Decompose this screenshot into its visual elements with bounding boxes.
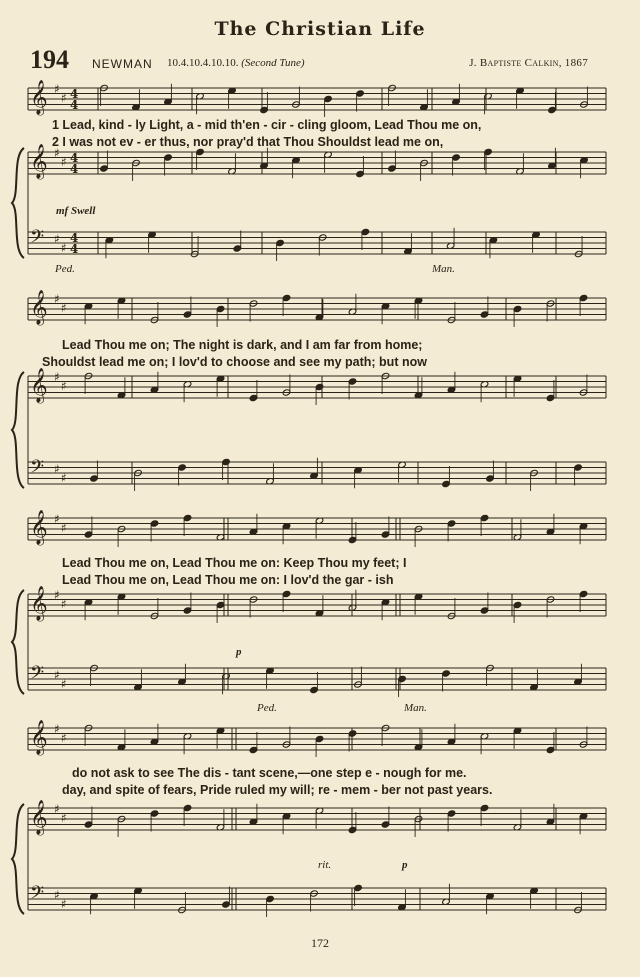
sharp-sign: ♯ xyxy=(61,379,67,393)
sharp-sign: ♯ xyxy=(61,897,67,911)
ritardando-marking: rit. xyxy=(318,859,332,871)
treble-clef: 𝄞 xyxy=(30,144,48,179)
sharp-sign: ♯ xyxy=(54,802,60,816)
page-number: 172 xyxy=(311,936,329,950)
treble-clef: 𝄞 xyxy=(30,720,48,755)
treble-clef: 𝄞 xyxy=(30,510,48,545)
sharp-sign: ♯ xyxy=(61,301,67,315)
bass-clef: 𝄢 xyxy=(30,457,45,482)
time-signature: 4 xyxy=(70,242,79,256)
time-signature: 4 xyxy=(70,87,79,101)
sharp-sign: ♯ xyxy=(61,521,67,535)
man-marking: Man. xyxy=(432,263,455,275)
bass-clef: 𝄢 xyxy=(30,883,45,908)
sharp-sign: ♯ xyxy=(54,232,60,246)
sharp-sign: ♯ xyxy=(54,722,60,736)
time-signature: 4 xyxy=(70,98,79,112)
sharp-sign: ♯ xyxy=(61,241,67,255)
piano-marking-2: p xyxy=(402,859,408,871)
lyric-s3-v1: Lead Thou me on, Lead Thou me on: Keep Thou my feet; I xyxy=(62,556,407,570)
time-signature: 4 xyxy=(70,162,79,176)
sharp-sign: ♯ xyxy=(54,888,60,902)
sharp-sign: ♯ xyxy=(61,91,67,105)
sharp-sign: ♯ xyxy=(54,370,60,384)
lyric-s1-v1: 1 Lead, kind - ly Light, a - mid th'en - cir - cling gloom, Lead Thou me on, xyxy=(52,118,482,132)
sharp-sign: ♯ xyxy=(61,597,67,611)
sharp-sign: ♯ xyxy=(61,677,67,691)
time-signature: 4 xyxy=(70,151,79,165)
treble-clef: 𝄞 xyxy=(30,800,48,835)
hymn-number: 194 xyxy=(30,45,69,74)
lyric-s3-v2: Lead Thou me on, Lead Thou me on: I lov'd the gar - ish xyxy=(62,573,394,587)
bass-clef: 𝄢 xyxy=(30,227,45,252)
grand-staff-brace xyxy=(12,372,24,488)
composer: J. Baptiste Calkin, 1867 xyxy=(469,57,588,69)
sharp-sign: ♯ xyxy=(61,471,67,485)
sharp-sign: ♯ xyxy=(61,731,67,745)
sharp-sign: ♯ xyxy=(54,146,60,160)
sharp-sign: ♯ xyxy=(61,811,67,825)
sharp-sign: ♯ xyxy=(54,668,60,682)
bass-clef: 𝄢 xyxy=(30,663,45,688)
lyric-s2-v2: Shouldst lead me on; I lov'd to choose and see my path; but now xyxy=(42,355,427,369)
grand-staff-brace xyxy=(12,590,24,694)
lyric-s1-v2: 2 I was not ev - er thus, nor pray'd that Thou Shouldst lead me on, xyxy=(52,135,444,149)
sharp-sign: ♯ xyxy=(54,588,60,602)
swell-marking: mf Swell xyxy=(56,205,96,217)
treble-clef: 𝄞 xyxy=(30,586,48,621)
lyric-s4-v2: day, and spite of fears, Pride ruled my will; re - mem - ber not past years. xyxy=(62,783,493,797)
grand-staff-brace xyxy=(12,148,24,258)
piano-marking: p xyxy=(236,646,242,658)
sharp-sign: ♯ xyxy=(54,462,60,476)
treble-clef: 𝄞 xyxy=(30,290,48,325)
sharp-sign: ♯ xyxy=(54,82,60,96)
treble-clef: 𝄞 xyxy=(30,368,48,403)
sharp-sign: ♯ xyxy=(54,512,60,526)
lyric-s4-v1: do not ask to see The dis - tant scene,—one step e - nough for me. xyxy=(72,766,467,780)
sharp-sign: ♯ xyxy=(61,155,67,169)
grand-staff-brace xyxy=(12,804,24,914)
treble-clef: 𝄞 xyxy=(30,80,48,115)
tune-note: (Second Tune) xyxy=(241,57,305,69)
section-title: The Christian Life xyxy=(214,18,426,40)
ped-marking-2: Ped. xyxy=(257,702,277,714)
tune-name: NEWMAN xyxy=(92,57,153,71)
time-signature: 4 xyxy=(70,231,79,245)
lyric-s2-v1: Lead Thou me on; The night is dark, and I am far from home; xyxy=(62,338,423,352)
meter-value: 10.4.10.4.10.10. xyxy=(167,57,239,69)
sharp-sign: ♯ xyxy=(54,292,60,306)
man-marking-2: Man. xyxy=(404,702,427,714)
ped-marking: Ped. xyxy=(55,263,75,275)
